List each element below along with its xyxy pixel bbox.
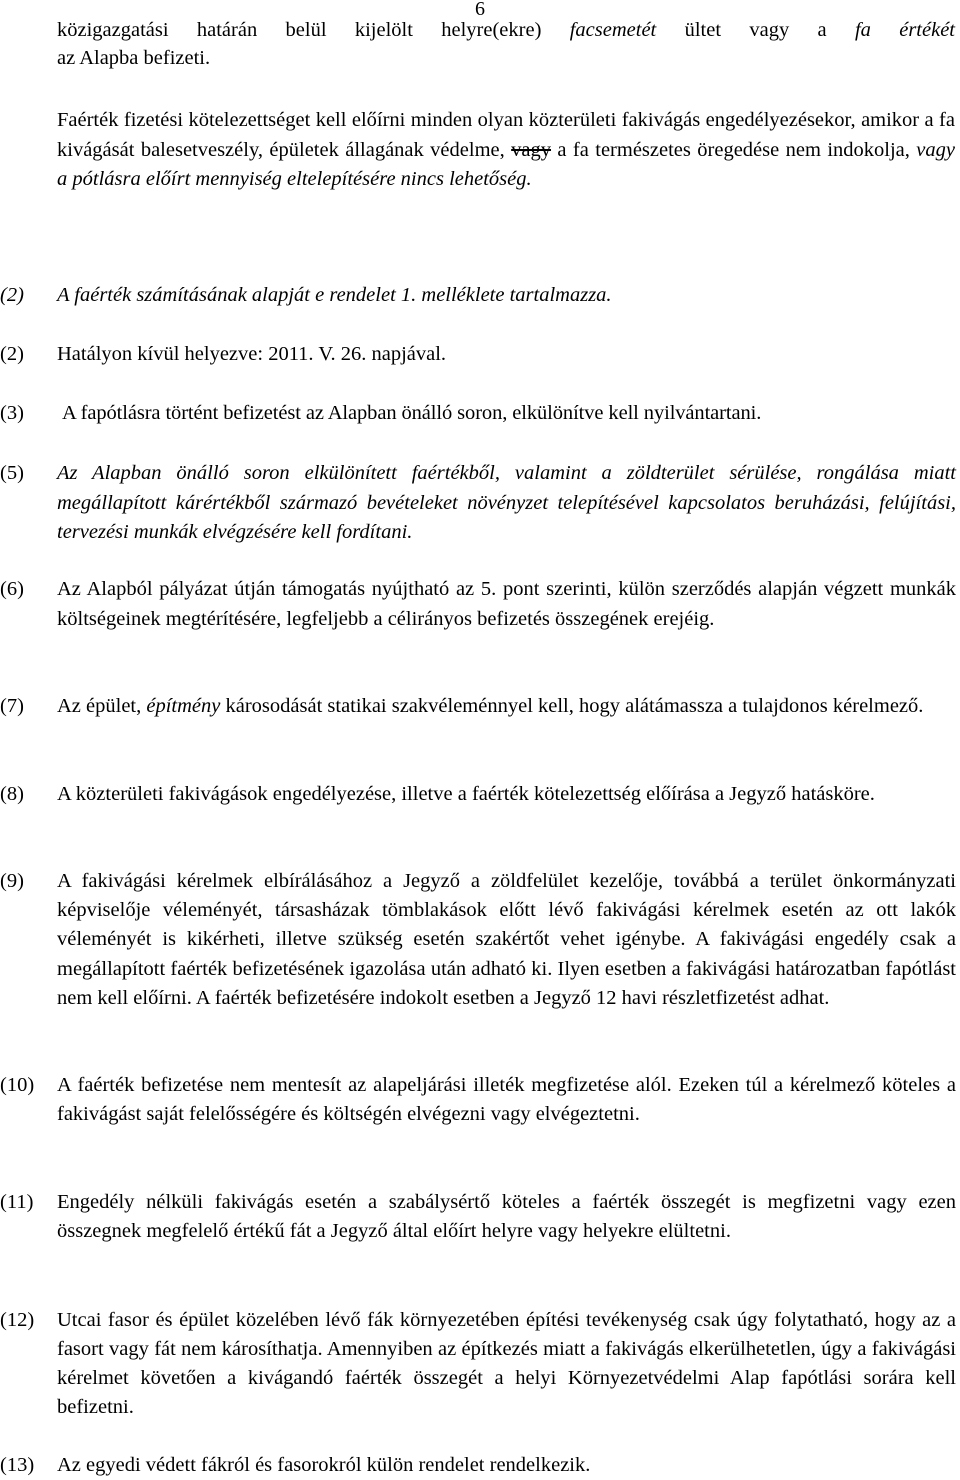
paragraph-5 (0, 459, 956, 548)
paragraph-number: (10) (0, 1074, 35, 1096)
paragraph-text: A faérték számításának alapját e rendelet 1. melléklete tartalmazza. (57, 284, 612, 306)
paragraph-text: Engedély nélküli fakivágás esetén a szabálysértő köteles a faérték összegét is megfizetni vagy ezen összegnek megfelelő értékű fát a Jegyző által előírt helyre vagy helyekre elültetni. (57, 1191, 956, 1242)
paragraph-11 (0, 1188, 956, 1246)
paragraph-number: (8) (0, 783, 24, 805)
paragraph-text: A közterületi fakivágások engedélyezése, illetve a faérték kötelezettség előírása a Jegyző hatásköre. (57, 783, 875, 805)
paragraph-number: (3) (0, 402, 24, 424)
paragraph-text: Utcai fasor és épület közelében lévő fák környezetében építési tevékenység csak úgy folytatható, hogy az a fasort vagy fát nem károsíthatja. Amennyiben az építkezés miatt a fakivágás elkerülhetetlen, úgy a fakivágási kérelmet követően a kivágandó faérték összegét a helyi Környezetvédelmi Alap fapótlási sorára kell befizetni. (57, 1309, 956, 1418)
page-number: 6 (475, 0, 485, 20)
paragraph-6 (0, 575, 956, 634)
paragraph-12 (0, 1306, 956, 1422)
intro-italic-facsemete: facsemetét (569, 19, 657, 41)
paragraph-text: A fakivágási kérelmek elbírálásához a Jegyző a zöldfelület kezelője, továbbá a terület önkormányzati képviselője véleményét, társasházak tömblakások előtt lévő fakivágási kérelmek esetén az ott lakók véleményét is kikérheti, illetve szükség esetén szakértőt vehet igénybe. A fakivágási engedély csak a megállapított faérték befizetésének igazolása után adható ki. Ilyen esetben a fakivágási határozatban fapótlást nem kell előírni. A faérték befizetésére indokolt esetben a Jegyző 12 havi részletfizetést adhat. (57, 870, 956, 1009)
paragraph-text: A fapótlásra történt befizetést az Alapban önálló soron, elkülönítve kell nyilvántartani. (62, 402, 762, 424)
italic-epitmeny: építmény (146, 695, 221, 717)
paragraph-text: Hatályon kívül helyezve: 2011. V. 26. napjával. (57, 343, 447, 365)
paragraph-number: (9) (0, 870, 24, 892)
paragraph-8 (0, 780, 956, 809)
paragraph-number: (13) (0, 1454, 35, 1476)
paragraph-number: (6) (0, 578, 24, 600)
faertek-text: Faérték fizetési kötelezettséget kell előírni minden olyan közterületi fakivágás engedélyezésekor, amikor a fa kivágását balesetveszély, épületek állagának védelme, (57, 109, 955, 161)
intro-text: közigazgatási határán belül kijelölt helyre(ekre) (57, 19, 570, 41)
paragraph-number: (5) (0, 462, 24, 484)
paragraph-number: (12) (0, 1309, 35, 1331)
paragraph-text: Az Alapban önálló soron elkülönített faértékből, valamint a zöldterület sérülése, rongálása miatt megállapított kárértékből származó bevételeket növényzet telepítésével kapcsolatos beruházási, felújítási, tervezési munkák elvégzésére kell fordítani. (57, 462, 956, 543)
paragraph-number: (2) (0, 343, 24, 365)
intro-line-2: az Alapba befizeti. (57, 47, 211, 69)
intro-italic-faertek: fa értékét (854, 19, 955, 41)
paragraph-9 (0, 867, 956, 1013)
faertek-italic-text: vagy a pótlásra előírt mennyiség eltelepítésére nincs lehetőség. (57, 138, 955, 190)
paragraph-10 (0, 1071, 956, 1129)
paragraph-3 (0, 399, 956, 428)
paragraph-text: Az Alapból pályázat útján támogatás nyújtható az 5. pont szerinti, külön szerződés alapján végzett munkák költségeinek megtérítésére, legfeljebb a célirányos befizetés összegének erejéig. (57, 578, 956, 630)
faertek-paragraph (57, 106, 955, 195)
faertek-struck-word: vagy (511, 138, 552, 161)
paragraph-13 (0, 1451, 956, 1480)
paragraph-number: (11) (0, 1191, 34, 1213)
paragraph-number: (2) (0, 284, 24, 306)
paragraph-text: Az épület, építmény károsodását statikai szakvéleménnyel kell, hogy alátámassza a tulajdonos kérelmező. (57, 695, 924, 717)
paragraph-text: Az egyedi védett fákról és fasorokról külön rendelet rendelkezik. (57, 1454, 591, 1476)
paragraph-number: (7) (0, 695, 24, 717)
faertek-text: a fa természetes öregedése nem indokolja, (551, 138, 917, 161)
intro-line-1 (57, 16, 955, 45)
paragraph-2a (0, 281, 956, 310)
intro-text: ültet vagy a (656, 19, 855, 41)
paragraph-text: A faérték befizetése nem mentesít az alapeljárási illeték megfizetése alól. Ezeken túl a kérelmező köteles a fakivágást saját felelősségére és költségén elvégezni vagy elvégeztetni. (57, 1074, 956, 1125)
paragraph-7 (0, 692, 956, 721)
paragraph-2b (0, 340, 956, 369)
